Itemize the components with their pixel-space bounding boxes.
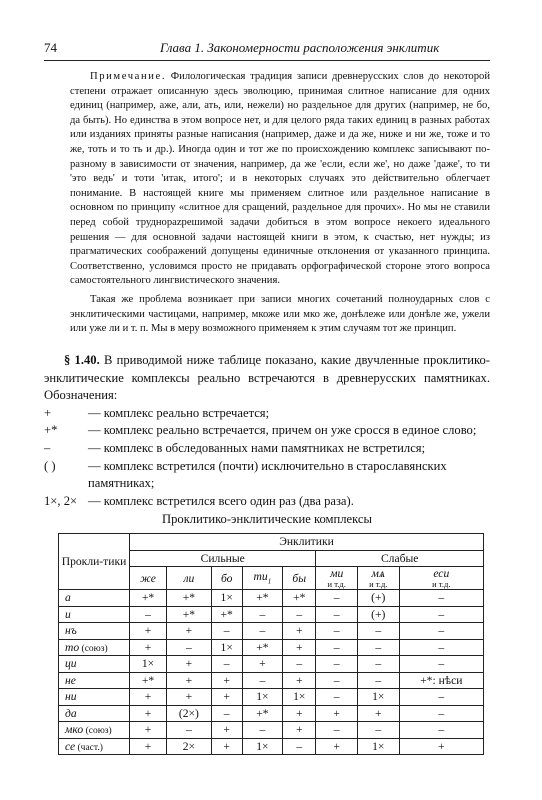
table-cell: – [399,705,483,722]
row-label [59,738,130,755]
weak-header: Слабые [316,550,484,567]
proclitic-word: нъ [65,624,77,638]
table-cell: 2× [167,738,212,755]
table-row [59,639,484,656]
table-cell: – [211,656,242,673]
table-cell: + [211,738,242,755]
column-header [242,567,282,590]
table-cell: – [316,606,358,623]
table-cell: + [167,623,212,640]
column-header [399,567,483,590]
table-cell: – [211,623,242,640]
section-intro [44,352,490,405]
table-cell: +* [242,590,282,607]
table-cell: – [399,623,483,640]
column-header [211,567,242,590]
table-cell: +* [283,590,316,607]
table-cell: (2×) [167,705,212,722]
legend-text: — комплекс реально встречается; [88,405,270,420]
note-label: Примечание. [90,71,167,82]
row-label [59,705,130,722]
table-cell: + [357,705,399,722]
table-cell: +* [211,606,242,623]
table-row [59,606,484,623]
table-cell: – [130,606,167,623]
row-label [59,689,130,706]
table-cell: – [167,722,212,739]
table-cell: + [130,639,167,656]
table-cell: – [357,639,399,656]
table-cell: – [399,656,483,673]
table-cell: – [283,738,316,755]
table-cell: + [283,623,316,640]
table-cell: + [283,705,316,722]
table-cell: +* [242,705,282,722]
table-cell: + [130,738,167,755]
column-name: ми [330,567,344,580]
table-cell: – [242,623,282,640]
proclitic-note: (союз) [83,726,112,737]
table-cell: + [130,623,167,640]
note-paragraph-2: Такая же проблема возникает при записи многих сочетаний полноударных слов с энклитическими частицами, например, мкоже или мко же, донѣлеже или донѣле же, ужели или уже ли и т. п. Мы в меру возможного применяем к этим случаям тот же принцип. [70,293,490,335]
table-cell: + [316,705,358,722]
legend-text: — комплекс в обследованных нами памятниках не встретился; [88,440,426,455]
column-name: же [140,571,156,585]
table-row [59,672,484,689]
table-cell: – [399,590,483,607]
table-cell: – [399,689,483,706]
table-cell: – [357,623,399,640]
legend-item [44,440,490,458]
table-cell: +* [130,590,167,607]
table-row [59,722,484,739]
row-label [59,672,130,689]
table-cell: 1× [357,689,399,706]
proclitic-word: мко [65,723,84,737]
legend-symbol: + [44,405,52,420]
table-cell: (+) [357,606,399,623]
row-label [59,722,130,739]
table-cell: – [316,656,358,673]
table-row [59,689,484,706]
table-cell: – [357,656,399,673]
proclitic-note: (част.) [75,742,103,753]
row-label [59,639,130,656]
row-label [59,590,130,607]
table-cell: – [242,722,282,739]
column-name: еси [433,567,450,580]
legend-symbol: 1×, 2× [44,493,78,508]
table-cell: + [130,722,167,739]
table-cell: + [242,656,282,673]
proclitic-word: не [65,673,76,687]
table-cell: 1× [283,689,316,706]
note-text-1: Филологическая традиция записи древнерусских слов до некоторой степени отражает описанную здесь эволюцию, принимая слитное написание для одних единиц (например, аже, али, ать, или, нежели) но раздельное для других (например, не бо, да быть). Но единства в этом вопросе нет, и для целого ряда таких единиц в разных работах или изданиях приняты разные написания (например, даже и да же, ниже и ни же, тоже и то же, тоть и то ть и др.). Иногда один и тот же по происхождению комплекс записывают по-разному в зависимости от значения, например, да же 'если, если же', но даже 'даже', то ти 'это ведь' и тоти 'итак, итого'; и в некоторых случаях это действительно облегчает понимание. В настоящей книге мы применяем слитное или раздельное написание в основном по принципу «слитное для сращений, раздельное для прочих». Но мы не ставили перед собой труднорazрешимой задачи добиться в этом вопросе некоего идеального решения — для основной задачи настоящей книги в этом, к счастью, нет нужды; из прагматических соображений допущены единичные отклонения от указанного принципа. Соответственно, условимся просто не придавать орфографической стороне этого вопроса самостоятельного лингвистического значения. [70,71,490,287]
table-row [59,623,484,640]
table-cell: + [130,705,167,722]
legend-item [44,422,490,440]
table-cell: – [316,623,358,640]
proclitic-note: (союз) [79,643,108,654]
table-cell: + [167,656,212,673]
column-etc: и т.д. [432,579,451,589]
table-cell: + [316,738,358,755]
page-number: 74 [44,40,57,55]
table-cell: – [316,672,358,689]
legend-symbol: ( ) [44,458,56,473]
proclitic-word: то [65,640,80,654]
table-cell: – [357,722,399,739]
table-row [59,738,484,755]
running-header [44,40,490,60]
proclitic-word: и [65,607,71,621]
row-label [59,656,130,673]
proclitic-word: ци [65,657,77,671]
legend-symbol: +* [44,423,58,438]
section-1-40 [44,352,490,510]
complexes-table [58,533,484,755]
table-cell: + [167,689,212,706]
table-cell: 1× [211,590,242,607]
header-rule [44,60,490,61]
legend-symbol: – [44,440,51,455]
table-cell: +* [167,590,212,607]
table-body [59,590,484,755]
table-cell: – [242,606,282,623]
table-cell: + [211,672,242,689]
proclitic-word: а [65,591,71,605]
table-cell: (+) [357,590,399,607]
table-row [59,590,484,607]
column-header [316,567,358,590]
legend-text: — комплекс реально встречается, причем он уже сросся в единое слово; [88,423,477,438]
column-header [357,567,399,590]
table-cell: – [242,672,282,689]
enclitics-header: Энклитики [130,534,484,551]
table-cell: – [399,606,483,623]
table-cell: 1× [211,639,242,656]
legend-text: — комплекс встретился (почти) исключительно в старославянских памятниках; [88,458,447,491]
table-cell: 1× [242,689,282,706]
table-cell: 1× [357,738,399,755]
corner-header: Прокли-тики [59,534,130,590]
table-cell: 1× [130,656,167,673]
column-name: ли [183,571,195,585]
table-cell: – [283,656,316,673]
table-cell: + [167,672,212,689]
column-header [283,567,316,590]
table-row [59,656,484,673]
legend-list [44,405,490,511]
running-title: Глава 1. Закономерности расположения энклитик [160,40,440,55]
table-cell: – [316,639,358,656]
table-cell: + [283,722,316,739]
note-block [70,70,490,337]
table-cell: + [283,672,316,689]
table-cell: – [211,705,242,722]
note-paragraph-1 [70,70,490,289]
table-cell: + [211,722,242,739]
legend-item [44,405,490,423]
table-cell: + [399,738,483,755]
table-cell: – [316,722,358,739]
row-label [59,606,130,623]
column-name: бо [220,571,233,585]
column-subscript: 1 [267,577,272,586]
column-header [167,567,212,590]
column-name: мѧ [371,567,386,580]
table-row [59,705,484,722]
table-cell: +*: нѣси [399,672,483,689]
table-cell: + [211,689,242,706]
legend-text: — комплекс встретился всего один раз (два раза). [88,493,354,508]
strong-header: Сильные [130,550,316,567]
table-cell: +* [167,606,212,623]
table-cell: + [130,689,167,706]
legend-item [44,458,490,493]
table-cell: – [399,722,483,739]
table-caption: Проклитико-энклитические комплексы [162,512,372,526]
proclitic-word: да [65,706,77,720]
table-cell: +* [130,672,167,689]
legend-item [44,493,490,511]
section-number: § 1.40. [64,353,100,367]
table-cell: + [283,639,316,656]
table-cell: +* [242,639,282,656]
proclitic-word: се [65,739,76,753]
proclitic-word: ни [65,690,77,704]
table-cell: – [283,606,316,623]
table-cell: – [399,639,483,656]
table-cell: – [316,590,358,607]
section-text: В приводимой ниже таблице показано, какие двучленные проклитико-энклитические комплексы реально встречаются в древнерусских памятниках. Обозначения: [44,353,490,403]
column-name: ти [253,570,268,584]
table-cell: – [357,672,399,689]
column-header [130,567,167,590]
column-etc: и т.д. [369,579,388,589]
column-name: бы [292,571,307,585]
row-label [59,623,130,640]
table-cell: – [167,639,212,656]
table-cell: 1× [242,738,282,755]
column-etc: и т.д. [327,579,346,589]
table-cell: – [316,689,358,706]
